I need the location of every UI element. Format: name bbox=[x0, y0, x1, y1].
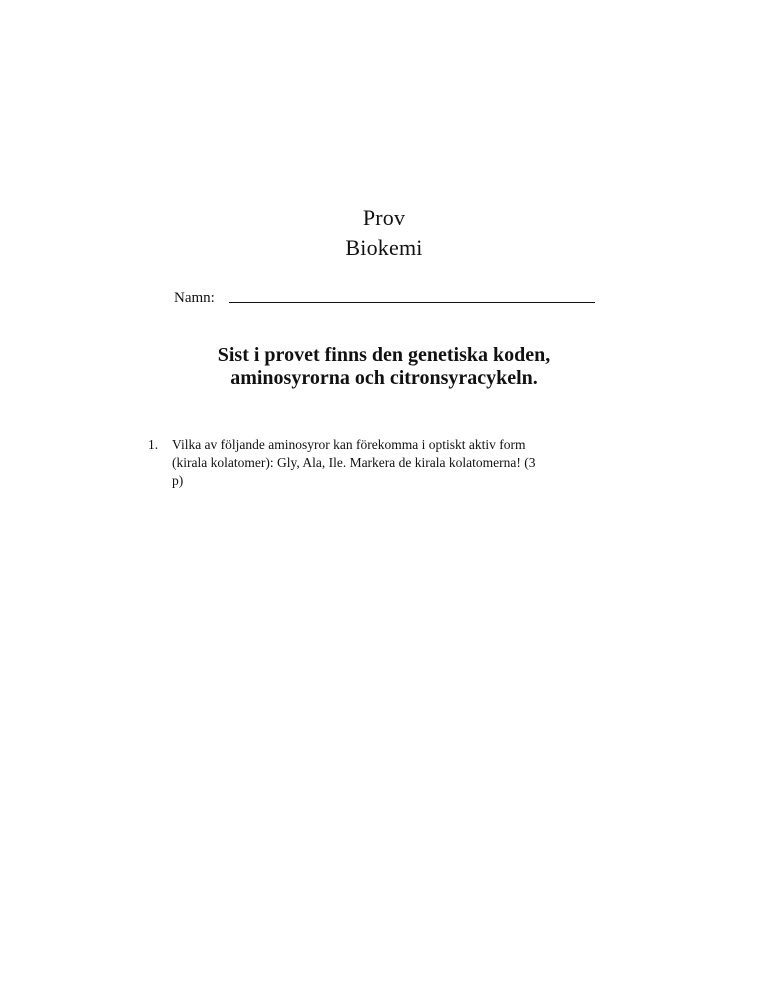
question-number: 1. bbox=[148, 437, 159, 452]
question-text: Vilka av följande aminosyror kan förekomma i optiskt aktiv form (kirala kolatomer): Gly, Ala, Ile. Markera de kirala kolatomerna! (3 p) bbox=[172, 437, 536, 488]
title-block bbox=[0, 203, 768, 263]
page-subtitle: Biokemi bbox=[345, 235, 423, 260]
notice-line-2: aminosyrorna och citronsyracykeln. bbox=[230, 367, 538, 389]
question-item bbox=[148, 436, 548, 490]
question-list bbox=[148, 436, 548, 490]
name-label: Namn: bbox=[174, 290, 215, 306]
name-row bbox=[174, 288, 604, 308]
page-title: Prov bbox=[362, 205, 406, 230]
notice-text bbox=[120, 344, 648, 390]
notice-line-1: Sist i provet finns den genetiska koden, bbox=[217, 344, 551, 366]
name-field[interactable] bbox=[229, 302, 595, 303]
